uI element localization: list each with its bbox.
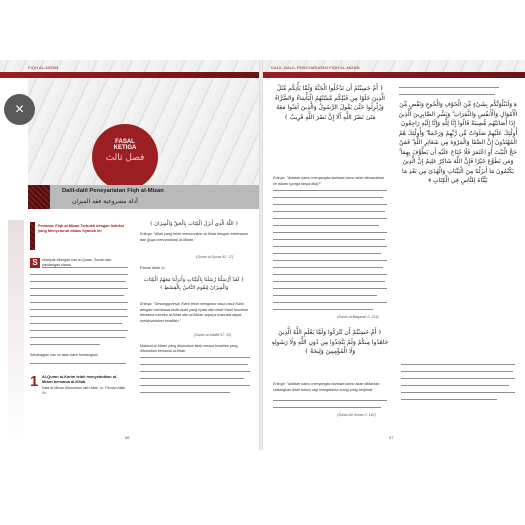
text-line (30, 337, 126, 338)
text-line (273, 232, 387, 233)
text-line (273, 204, 387, 205)
text-line (30, 316, 128, 317)
chapter-badge (92, 124, 158, 190)
text-line (30, 344, 100, 345)
para3: Maksud al-Mizan yang diturunkan ialah neraca keadilan yang diturunkan bersama al-Kitab. (140, 344, 238, 354)
section-title-arabic: أدلة مشروعية فقه الميزان (72, 198, 138, 205)
text-line (273, 253, 381, 254)
text-line (273, 239, 385, 240)
text-line (140, 371, 250, 372)
header-band-right (263, 72, 525, 78)
verse3-source: (Surah al-Baqarah 2: 214) (337, 315, 379, 319)
verse2-translation: Ertinya: "Sesungguhnya, Kami telah mengutus rasul-rasul Kami dengan membawa bukti-bukti yang nyata dan telah Kami turunkan bersama mereka al-Kitab dan al-Mizan supaya manusia dapat melaksanakan keadilan." (140, 302, 249, 323)
para1-lead: ebanyak bilangan nas al-Quran, Sunah dan pandangan ulama (42, 258, 112, 268)
text-line (140, 392, 230, 393)
running-head-right: DALIL-DALIL PENSYARIATAN FIQH AL-MIZAN (271, 65, 360, 70)
text-line (273, 190, 387, 191)
text-line (30, 309, 127, 310)
text-line (42, 267, 128, 268)
text-line (30, 323, 122, 324)
subsection-title: Pertama: Fiqh al-Mizan Terbukti dengan Induksi yang Menyeluruh dalam Syariah Ini (38, 224, 125, 234)
text-line (140, 364, 248, 365)
text-line (273, 281, 385, 282)
para2: Sebahagian nas ini akan kami bentangkan (30, 353, 98, 357)
text-line (273, 246, 387, 247)
text-line (401, 392, 515, 393)
firman-label: Firman Allah ﷻ: (140, 266, 167, 270)
text-line (273, 302, 387, 303)
verse4-source: (Surah Ali 'Imran 3: 142) (337, 413, 376, 417)
close-icon: × (14, 101, 25, 118)
text-line (401, 378, 515, 379)
text-line (30, 281, 126, 282)
point-heading: Al-Quran al-Karim telah menyebutkan al-Mizan bersama al-Kitab. (42, 374, 118, 385)
subsection-marker (30, 222, 35, 250)
point-number: 1 (30, 373, 39, 390)
verse1-source: (Surah al-Syura 42: 17) (196, 255, 234, 259)
arabic-block-3: ﴿ وَلَنَبْلُوَنَّكُم بِشَيْءٍ مِّنَ الْخَوْفِ وَالْجُوعِ وَنَقْصٍ مِّنَ الْأَمْوَالِ وَالْأَنفُسِ وَالثَّمَرَاتِ ۗ وَبَشِّرِ الصَّابِرِينَ الَّذِينَ إِذَا أَصَابَتْهُم مُّصِيبَةٌ قَالُوا إِنَّا لِلَّهِ وَإِنَّا إِلَيْهِ رَاجِعُونَ أُولَٰئِكَ عَلَيْهِمْ صَلَوَاتٌ مِّن رَّبِّهِمْ وَرَحْمَةٌ ۖ وَأُولَٰئِكَ هُمُ الْمُهْتَدُونَ إِنَّ الصَّفَا وَالْمَرْوَةَ مِن شَعَائِرِ اللَّهِ ۖ فَمَنْ حَجَّ الْبَيْتَ أَوِ اعْتَمَرَ فَلَا جُنَاحَ عَلَيْهِ أَن يَطَّوَّفَ بِهِمَا ۚ وَمَن تَطَوَّعَ خَيْرًا فَإِنَّ اللَّهَ شَاكِرٌ عَلِيمٌ إِنَّ الَّذِينَ يَكْتُمُونَ مَا أَنزَلْنَا مِنَ الْبَيِّنَاتِ وَالْهُدَىٰ مِن بَعْدِ مَا بَيَّنَّاهُ لِلنَّاسِ فِي الْكِتَابِ ﴾ (398, 101, 518, 184)
text-line (273, 197, 383, 198)
text-line (273, 288, 387, 289)
book-spread (0, 60, 525, 450)
text-line (273, 295, 377, 296)
close-button[interactable] (4, 94, 35, 125)
text-line (30, 295, 124, 296)
text-line (273, 218, 387, 219)
left-margin-ornament (8, 220, 24, 445)
verse1-arabic: ﴿ اللَّهُ الَّذِي أَنزَلَ الْكِتَابَ بِالْحَقِّ وَالْمِيزَانَ ﴾ (149, 221, 239, 227)
point-text: Kata al-Mizan diturunkan oleh Allah ﷻ. Firman Allah ﷻ: (42, 386, 126, 396)
text-line (401, 399, 497, 400)
text-line (273, 225, 379, 226)
text-line (30, 363, 126, 364)
text-line (30, 288, 128, 289)
verse2-source: (Surah al-Hadid 57: 25) (194, 333, 232, 337)
text-line (140, 357, 250, 358)
page-number-right: 57 (389, 435, 394, 440)
text-line (273, 309, 373, 310)
verse4-translation: Ertinya: "Adakah kamu menyangka bahawa kamu akan dibiarkan, sedangkan Allah belum lagi mengetahui orang yang berjihad." (273, 382, 381, 392)
text-line (273, 407, 381, 408)
text-line (30, 330, 128, 331)
text-line (273, 267, 383, 268)
verse1-translation: Ertinya: "Allah yang telah menurunkan al-Kitab dengan kebenaran dan (juga menurunkan) al-Mizan." (140, 232, 248, 242)
text-line (273, 400, 387, 401)
chapter-arabic: فصل ثالث (105, 153, 145, 163)
text-line (140, 385, 250, 386)
verse2-arabic: ﴿ لَقَدْ أَرْسَلْنَا رُسُلَنَا بِالْبَيِّنَاتِ وَأَنزَلْنَا مَعَهُمُ الْكِتَابَ وَالْمِيزَانَ لِيَقُومَ النَّاسُ بِالْقِسْطِ ﴾ (143, 277, 245, 291)
page-number-left: 56 (125, 435, 130, 440)
chapter-number: KETIGA (113, 145, 137, 151)
left-page (0, 60, 259, 450)
right-page (263, 60, 525, 450)
verse3-translation: Ertinya: "Adakah kamu menyangka bahawa kamu akan dimasukkan ke dalam syurga tanpa diuji?" (273, 176, 385, 186)
text-line (273, 274, 387, 275)
text-line (273, 211, 385, 212)
text-line (30, 302, 128, 303)
chapter-label: FASAL (115, 139, 135, 145)
text-line (273, 260, 387, 261)
running-head: FIQH AL-MIZAN (28, 65, 59, 70)
text-line (401, 385, 509, 386)
section-heading-pattern (28, 185, 50, 209)
text-line (140, 378, 244, 379)
section-title: Dalil-dalil Pensyariatan Fiqh al-Mizan (62, 188, 164, 194)
text-line (401, 371, 513, 372)
arabic-block-1: ﴿ أَمْ حَسِبْتُمْ أَن تَدْخُلُوا الْجَنَّةَ وَلَمَّا يَأْتِكُم مَّثَلُ الَّذِينَ خَلَوْا مِن قَبْلِكُم مَّسَّتْهُمُ الْبَأْسَاءُ وَالضَّرَّاءُ وَزُلْزِلُوا حَتَّىٰ يَقُولَ الرَّسُولُ وَالَّذِينَ آمَنُوا مَعَهُ مَتَىٰ نَصْرُ اللَّهِ أَلَا إِنَّ نَصْرَ اللَّهِ قَرِيبٌ ﴾ (275, 85, 385, 121)
arabic-block-2: ﴿ أَمْ حَسِبْتُمْ أَن تُتْرَكُوا وَلَمَّا يَعْلَمِ اللَّهُ الَّذِينَ جَاهَدُوا مِنكُمْ وَلَمْ يَتَّخِذُوا مِن دُونِ اللَّهِ وَلَا رَسُولِهِ وَلَا الْمُؤْمِنِينَ وَلِيجَةً ﴾ (271, 329, 389, 355)
text-line (401, 364, 515, 365)
text-line (30, 274, 128, 275)
drop-cap: S (30, 258, 40, 268)
